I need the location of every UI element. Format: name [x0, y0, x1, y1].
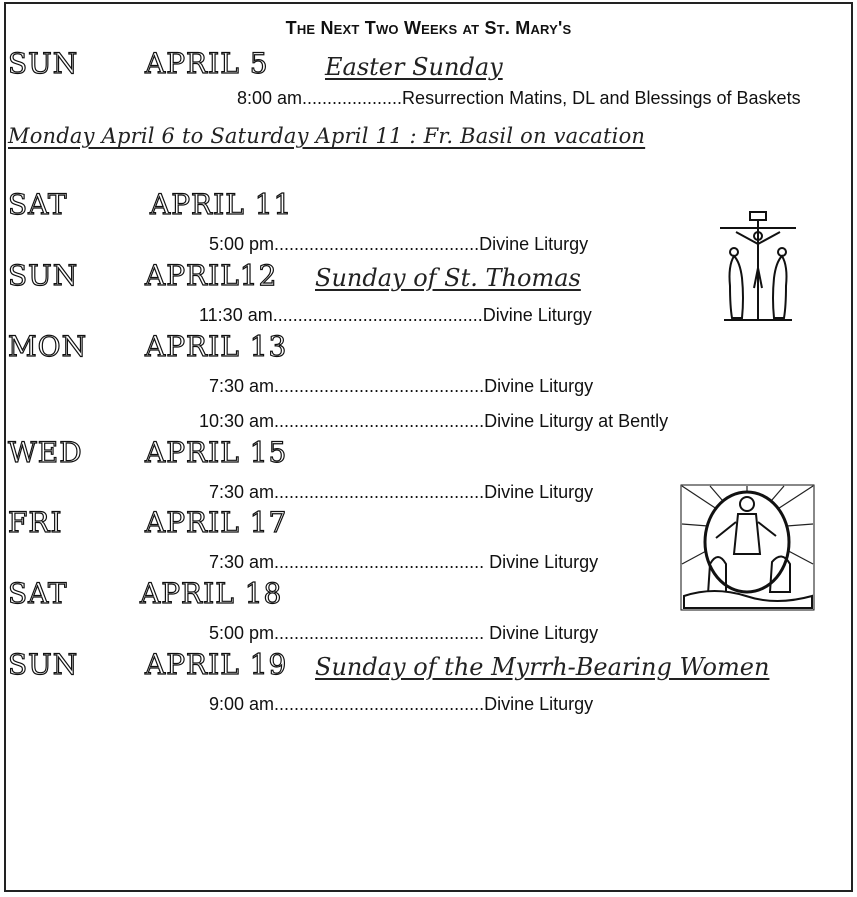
- date-label: APRIL 15: [145, 436, 288, 469]
- date-label: APRIL 19: [145, 648, 288, 681]
- resurrection-icon: [680, 484, 815, 611]
- feast-name: Sunday of St. Thomas: [315, 264, 581, 292]
- date-label: APRIL 18: [140, 577, 283, 610]
- day-label: WED: [8, 436, 83, 469]
- service-line: 8:00 am....................Resurrection Matins, DL and Blessings of Baskets: [237, 88, 801, 108]
- day-label: SUN: [8, 47, 79, 80]
- service-line: 11:30 am..........................................Divine Liturgy: [199, 305, 592, 325]
- service-line: 7:30 am.......................................... Divine Liturgy: [209, 552, 599, 572]
- date-label: APRIL 17: [145, 506, 288, 539]
- feast-name: Sunday of the Myrrh-Bearing Women: [315, 653, 770, 681]
- day-label: SAT: [8, 577, 68, 610]
- service-line: 5:00 pm.......................................... Divine Liturgy: [209, 623, 599, 643]
- day-label: SUN: [8, 259, 79, 292]
- service-line: 5:00 pm.........................................Divine Liturgy: [209, 234, 589, 254]
- day-label: MON: [8, 330, 88, 363]
- day-label: SAT: [8, 188, 68, 221]
- service-line: 7:30 am..........................................Divine Liturgy: [209, 482, 594, 502]
- date-label: APRIL 5: [145, 47, 269, 80]
- day-label: SUN: [8, 648, 79, 681]
- service-line: 10:30 am..........................................Divine Liturgy at Bently: [199, 411, 669, 431]
- date-label: APRIL 13: [145, 330, 288, 363]
- vacation-banner: Monday April 6 to Saturday April 11 : Fr. Basil on vacation: [8, 124, 646, 148]
- date-label: APRIL12: [145, 259, 278, 292]
- service-line: 9:00 am..........................................Divine Liturgy: [209, 694, 594, 714]
- crucifixion-icon: [716, 208, 800, 322]
- day-label: FRI: [8, 506, 63, 539]
- date-label: APRIL 11: [150, 188, 293, 221]
- feast-name: Easter Sunday: [325, 53, 503, 81]
- service-line: 7:30 am..........................................Divine Liturgy: [209, 376, 594, 396]
- page-title: The Next Two Weeks at St. Mary's: [285, 18, 572, 38]
